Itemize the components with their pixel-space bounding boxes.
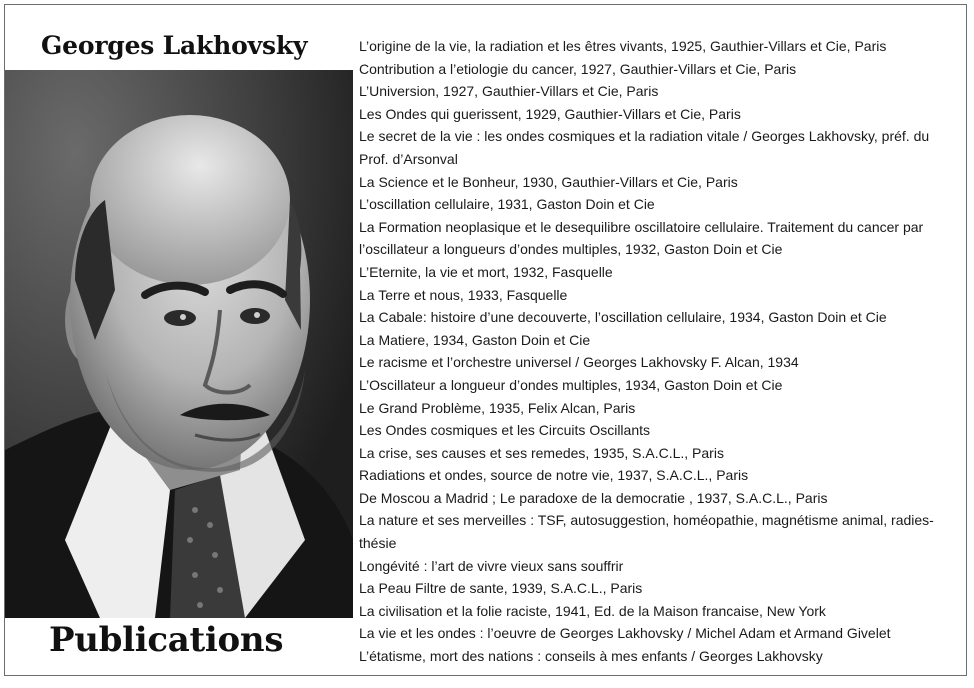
publication-item: La crise, ses causes et ses remedes, 1935, S.A.C.L., Paris <box>359 444 724 461</box>
person-name-heading: Georges Lakhovsky <box>41 31 308 60</box>
publication-item: Le secret de la vie : les ondes cosmiques et la radiation vitale / Georges Lakhovsky, préf. du Prof. d’Arsonval <box>359 128 930 167</box>
publication-item: Les Ondes qui guerissent, 1929, Gauthier-Villars et Cie, Paris <box>359 105 741 122</box>
portrait-photo-icon <box>5 70 353 618</box>
publication-item: L’oscillation cellulaire, 1931, Gaston Doin et Cie <box>359 196 655 213</box>
publications-heading: Publications <box>49 620 284 660</box>
portrait-photo <box>5 70 353 618</box>
publication-item: L’Universion, 1927, Gauthier-Villars et Cie, Paris <box>359 83 659 100</box>
publication-item: L’étatisme, mort des nations : conseils à mes enfants / Georges Lakhovsky <box>359 648 823 665</box>
publication-item: La Science et le Bonheur, 1930, Gauthier-Villars et Cie, Paris <box>359 173 738 190</box>
publication-item: La Matiere, 1934, Gaston Doin et Cie <box>359 331 591 348</box>
publication-item: Radiations et ondes, source de notre vie, 1937, S.A.C.L., Paris <box>359 467 749 484</box>
publication-item: L’origine de la vie, la radiation et les êtres vivants, 1925, Gauthier-Villars et Cie, Paris <box>359 38 887 54</box>
publication-item: La vie et les ondes : l’oeuvre de Georges Lakhovsky / Michel Adam et Armand Givelet <box>359 625 891 642</box>
publication-item: Le racisme et l’orchestre universel / Georges Lakhovsky F. Alcan, 1934 <box>359 354 799 371</box>
publication-item: Le Grand Problème, 1935, Felix Alcan, Paris <box>359 399 636 416</box>
publication-item: La Cabale: histoire d’une decouverte, l’oscillation cellulaire, 1934, Gaston Doin et Cie <box>359 309 887 326</box>
publication-item: Longévité : l’art de vivre vieux sans souffrir <box>359 557 624 574</box>
publications-list <box>359 35 959 668</box>
publication-item: Contribution a l’etiologie du cancer, 1927, Gauthier-Villars et Cie, Paris <box>359 60 797 77</box>
publication-item: La Formation neoplasique et le desequilibre oscillatoire cellulaire. Traitement du cancer par l’oscillateur a longueurs d’ondes multiples, 1932, Gaston Doin et Cie <box>359 218 924 258</box>
publication-item: L’Oscillateur a longueur d’ondes multiples, 1934, Gaston Doin et Cie <box>359 376 783 393</box>
publication-item: L’Eternite, la vie et mort, 1932, Fasquelle <box>359 263 613 280</box>
publication-item: La nature et ses merveilles : TSF, autosuggestion, homéopathie, magnétisme animal, radies-thésie <box>359 512 934 552</box>
publication-item: De Moscou a Madrid ; Le paradoxe de la democratie , 1937, S.A.C.L., Paris <box>359 489 828 506</box>
publication-item: La civilisation et la folie raciste, 1941, Ed. de la Maison francaise, New York <box>359 602 826 619</box>
publication-item: La Terre et nous, 1933, Fasquelle <box>359 286 568 303</box>
publication-item: La Peau Filtre de sante, 1939, S.A.C.L., Paris <box>359 580 643 597</box>
publication-item: Les Ondes cosmiques et les Circuits Oscillants <box>359 422 650 439</box>
